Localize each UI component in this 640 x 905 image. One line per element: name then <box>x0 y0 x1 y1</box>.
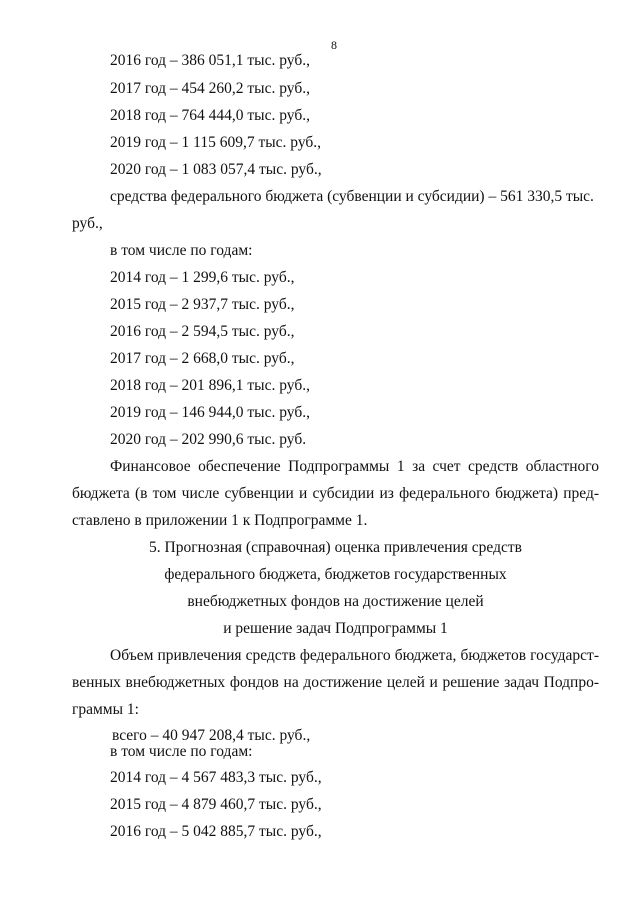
federal-funds-line-cont: руб., <box>72 215 103 232</box>
year-line-2016: 2016 год – 386 051,1 тыс. руб., <box>110 52 310 69</box>
federal-funds-line: средства федерального бюджета (субвенции и субсидии) – 561 330,5 тыс. <box>110 188 594 205</box>
financing-paragraph-line2: бюджета (в том числе субвенции и субсидии из федерального бюджета) пред- <box>72 485 599 502</box>
section-heading-line4: и решение задач Подпрограммы 1 <box>223 620 448 637</box>
federal-year-2016: 2016 год – 2 594,5 тыс. руб., <box>110 323 295 340</box>
total-year-2014: 2014 год – 4 567 483,3 тыс. руб., <box>110 769 322 786</box>
section-heading-line3: внебюджетных фондов на достижение целей <box>187 593 484 610</box>
page-number: 8 <box>331 38 337 52</box>
federal-by-years-label: в том числе по годам: <box>110 242 253 259</box>
year-line-2020: 2020 год – 1 083 057,4 тыс. руб., <box>110 161 322 178</box>
financing-paragraph-line1: Финансовое обеспечение Подпрограммы 1 за счет средств областного <box>110 458 599 475</box>
volume-paragraph-line2: венных внебюджетных фондов на достижение целей и решение задач Подпро- <box>72 674 599 691</box>
financing-paragraph-line3: ставлено в приложении 1 к Подпрограмме 1. <box>72 512 368 529</box>
federal-year-2014: 2014 год – 1 299,6 тыс. руб., <box>110 269 295 286</box>
total-line: всего – 40 947 208,4 тыс. руб., <box>112 727 311 744</box>
total-year-2015: 2015 год – 4 879 460,7 тыс. руб., <box>110 796 322 813</box>
federal-year-2019: 2019 год – 146 944,0 тыс. руб., <box>110 404 310 421</box>
year-line-2017: 2017 год – 454 260,2 тыс. руб., <box>110 80 310 97</box>
total-year-2016: 2016 год – 5 042 885,7 тыс. руб., <box>110 823 322 840</box>
federal-year-2018: 2018 год – 201 896,1 тыс. руб., <box>110 377 310 394</box>
year-line-2019: 2019 год – 1 115 609,7 тыс. руб., <box>110 134 322 151</box>
volume-paragraph-line1: Объем привлечения средств федерального бюджета, бюджетов государст- <box>110 647 599 664</box>
total-by-years-label: в том числе по годам: <box>110 743 253 760</box>
section-heading-line2: федерального бюджета, бюджетов государственных <box>164 566 507 583</box>
federal-year-2015: 2015 год – 2 937,7 тыс. руб., <box>110 296 295 313</box>
year-line-2018: 2018 год – 764 444,0 тыс. руб., <box>110 107 310 124</box>
volume-paragraph-line3: граммы 1: <box>72 701 139 718</box>
federal-year-2017: 2017 год – 2 668,0 тыс. руб., <box>110 350 295 367</box>
federal-year-2020: 2020 год – 202 990,6 тыс. руб. <box>110 431 307 448</box>
section-heading-line1: 5. Прогнозная (справочная) оценка привлечения средств <box>149 539 522 556</box>
